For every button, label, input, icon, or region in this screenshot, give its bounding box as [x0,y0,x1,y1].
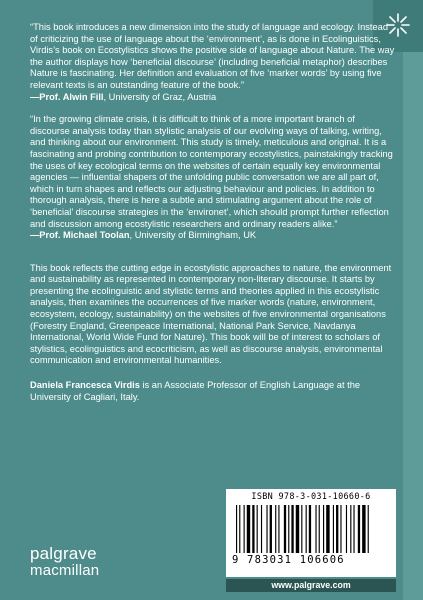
reviewer-name-2: —Prof. Michael Toolan [30,230,130,241]
barcode-icon [236,505,386,553]
reviewer-name-1: —Prof. Alwin Fill [30,91,104,102]
review-attribution-1 [30,92,396,104]
author-bio-text: is an Associate Professor of English Language at the University of Cagliari, Italy. [30,380,361,402]
publisher-logo-line1: palgrave [30,544,97,563]
author-bio [30,380,396,403]
reviewer-affiliation-1: , University of Graz, Austria [103,91,217,102]
author-name: Daniela Francesca Virdis [30,380,140,391]
barcode-box [226,489,396,577]
isbn-label: ISBN 978-3-031-10660-6 [251,492,371,502]
review-attribution-2 [30,230,396,242]
reviewer-affiliation-2: , University of Birmingham, UK [129,230,257,241]
book-description: This book reflects the cutting edge in ecostylistic approaches to nature, the environment and sustainability as represented in contemporary non-literary discourse. It starts by presenting the ecolinguistic and stylistic terms and theories applied in this ecostylistic analysis, then examines the occurrences of five marker words (nature, environment, ecosystem, ecology, sustainability) on the websites of five environmental organisations (Forestry England, Greenpeace International, National Park Service, Navdanya International, World Wide Fund for Nature). This book will be of interest to scholars of stylistics, ecolinguistics and ecocriticism, as well as discourse analysis, environmental communication and environmental humanities. [30,262,392,366]
back-cover-text [30,22,396,416]
barcode-digits: 9 783031 106606 [232,554,345,566]
review-quote-1: “This book introduces a new dimension into the study of language and ecology. Instead of criticizing the use of language about the ‘environment’, as is done in Ecolinguistics, Virdis’s book on Ecostylistics shows the positive side of language about Nature. The way the author displays how ‘beneficial discourse’ (including beneficial metaphor) describes Nature is fascinating. Her definition and evaluation of five ‘marker words’ by using five relevant texts is an outstanding feature of the book.” [30,22,395,90]
publisher-website[interactable]: www.palgrave.com [226,579,396,592]
publisher-logo [30,545,99,579]
spine-strip [403,0,423,600]
review-quote-2: “In the growing climate crisis, it is difficult to think of a more important branch of discourse analysis today than stylistic analysis of our evolving ways of talking, writing, and thinking about our environment. This study is timely, meticulous and original. It is a fascinating and probing contribution to contemporary ecostylistics, painstakingly tracking the uses of key ecological terms on the websites of certain equally key environmental agencies — influential shapers of the unfolding public conversation we are all part of, which in turn shapes and reflects our adjusting behaviour and policies. In addition to thorough analysis, there is here a subtle and stimulating argument about the role of ‘beneficial’ discourse strategies in the ‘environet’, which should prompt further reflection and discussion among ecostylistic researchers and ordinary readers alike.” [30,114,393,229]
publisher-logo-line2: macmillan [30,562,100,579]
